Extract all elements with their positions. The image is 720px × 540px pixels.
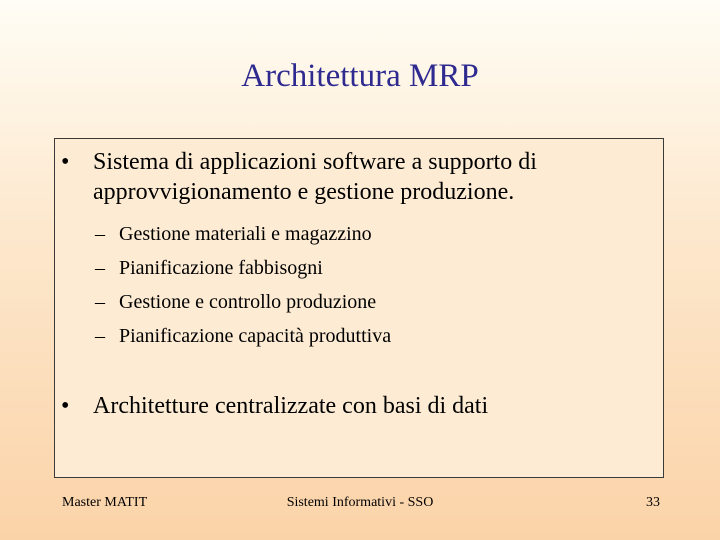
sub-marker: – xyxy=(95,291,105,313)
sub-item xyxy=(95,217,615,251)
bullet-marker: • xyxy=(61,149,70,175)
sub-item xyxy=(95,285,615,319)
sub-list xyxy=(95,217,615,353)
footer-center-text: Sistemi Informativi - SSO xyxy=(286,495,434,510)
slide-title: Architettura MRP xyxy=(241,58,479,94)
sub-marker: – xyxy=(95,325,105,347)
sub-text: Pianificazione capacità produttiva xyxy=(119,325,392,347)
bullet-text: Sistema di applicazioni software a supporto di approvvigionamento e gestione produzione. xyxy=(93,149,537,205)
bullet-marker: • xyxy=(61,393,70,419)
sub-marker: – xyxy=(95,257,105,279)
sub-text: Gestione materiali e magazzino xyxy=(119,223,372,245)
sub-text: Pianificazione fabbisogni xyxy=(119,257,323,279)
sub-marker: – xyxy=(95,223,105,245)
bullet-text: Architetture centralizzate con basi di dati xyxy=(93,393,489,419)
page-number: 33 xyxy=(646,495,660,510)
sub-text: Gestione e controllo produzione xyxy=(119,291,377,313)
content-box xyxy=(54,138,664,478)
sub-item xyxy=(95,319,615,353)
sub-item xyxy=(95,251,615,285)
footer-left-text: Master MATIT xyxy=(62,495,148,510)
